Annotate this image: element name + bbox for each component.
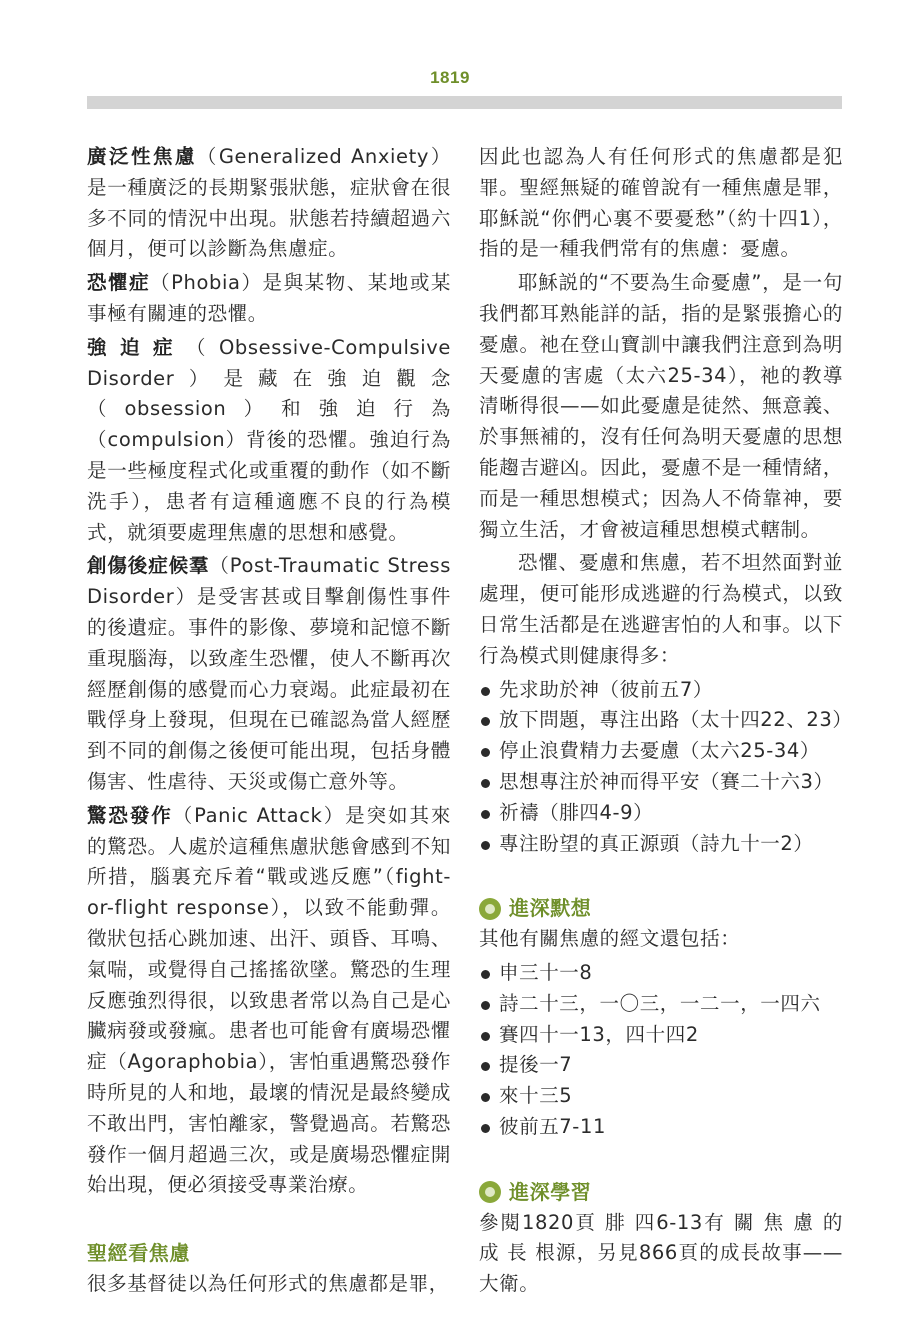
healthy-patterns-list	[479, 675, 853, 860]
list-item: 賽四十一13，四十四2	[479, 1020, 843, 1051]
bullet-icon	[481, 841, 490, 850]
term: 廣泛性焦慮	[87, 145, 197, 168]
term: 創傷後症候羣	[87, 554, 210, 578]
definition: （Phobia）是與某物、某地或某事極有關連的恐懼。	[87, 271, 451, 325]
header-bar	[87, 96, 842, 109]
definition: （Post-Traumatic Stress Disorder）是受害甚或目擊創傷性事件的後遺症。事件的影像、夢境和記憶不斷重現腦海，以致產生恐懼，使人不斷再次經歷創傷的感覺而心力衰竭。此症最初在戰俘身上發現，但現在已確認為當人經歷到不同的創傷之後便可能出現，包括身體傷害、性虐待、天災或傷亡意外等。	[87, 554, 451, 793]
list-item: 提後一7	[479, 1050, 843, 1081]
term: 驚恐發作	[87, 803, 173, 827]
term: 強迫症	[87, 335, 186, 359]
bullet-icon	[481, 970, 490, 979]
paragraph-phobia	[87, 268, 451, 330]
definition: （Panic Attack）是突如其來的驚恐。人處於這種焦慮狀態會感到不知所措，腦裏充斥着“戰或逃反應”（fight-or-flight response），以致不能動彈。徵狀包括心跳加速、出汗、頭昏、耳鳴、氣喘，或覺得自己搖搖欲墜。驚恐的生理反應強烈得很，以致患者常以為自己是心臟病發或發瘋。患者也可能會有廣場恐懼症（Agoraphobia），害怕重遇驚恐發作時所見的人和地，最壞的情況是最終變成不敢出門，害怕離家，警覺過高。若驚恐發作一個月超過三次，或是廣場恐懼症開始出現，便必須接受專業治療。	[87, 803, 451, 1197]
meditation-list	[479, 958, 843, 1143]
bullet-icon	[481, 717, 490, 726]
bullet-icon	[481, 1093, 490, 1102]
circle-target-icon	[479, 898, 501, 920]
list-item: 停止浪費精力去憂慮（太六25-34）	[479, 736, 843, 767]
bullet-icon	[481, 1124, 490, 1133]
paragraph-ocd	[87, 333, 451, 549]
paragraph-continuation: 因此也認為人有任何形式的焦慮都是犯罪。聖經無疑的確曾說有一種焦慮是罪，耶穌説“你們心裏不要憂愁”（約十四1），指的是一種我們常有的焦慮：憂慮。	[479, 145, 843, 261]
bullet-icon	[481, 687, 490, 696]
definition: （Obsessive-Compulsive Disorder）是藏在強迫觀念（obsession）和強迫行為（compulsion）背後的恐懼。強迫行為是一些極度程式化或重覆的動作（如不斷洗手），患者有這種適應不良的行為模式，就須要處理焦慮的思想和感覺。	[87, 335, 451, 544]
bullet-icon	[481, 779, 490, 788]
bullet-icon	[481, 1001, 490, 1010]
list-item: 詩二十三，一〇三，一二一，一四六	[479, 989, 843, 1020]
list-item: 申三十一8	[479, 958, 843, 989]
bullet-icon	[481, 1062, 490, 1071]
paragraph-panic-attack	[87, 801, 451, 1201]
page-number: 1819	[430, 68, 470, 87]
list-item: 彼前五7-11	[479, 1112, 843, 1143]
list-item: 祈禱（腓四4-9）	[479, 798, 843, 829]
paragraph-generalized-anxiety	[87, 142, 451, 265]
bullet-icon	[481, 810, 490, 819]
list-item: 專注盼望的真正源頭（詩九十一2）	[479, 829, 843, 860]
list-item: 思想專注於神而得平安（賽二十六3）	[479, 767, 843, 798]
section-text: 很多基督徒以為任何形式的焦慮都是罪，	[87, 1271, 449, 1295]
study-text: 參閱1820頁 腓 四6-13有 關 焦 慮 的 成 長 根源，另見866頁的成長故事——大衛。	[479, 1210, 843, 1296]
paragraph-avoidance: 恐懼、憂慮和焦慮，若不坦然面對並處理，便可能形成逃避的行為模式，以致日常生活都是在逃避害怕的人和事。以下行為模式則健康得多：	[479, 551, 843, 667]
right-column	[479, 142, 853, 1303]
list-item: 放下問題，專注出路（太十四22、23）	[479, 705, 843, 736]
circle-target-icon	[479, 1181, 501, 1203]
term: 恐懼症	[87, 271, 151, 295]
list-item: 來十三5	[479, 1081, 843, 1112]
meditation-intro: 其他有關焦慮的經文還包括：	[479, 927, 741, 951]
section-heading-meditation: 進深默想	[479, 893, 843, 924]
bullet-icon	[481, 748, 490, 757]
paragraph-worry: 耶穌説的“不要為生命憂慮”，是一句我們都耳熟能詳的話，指的是緊張擔心的憂慮。祂在登山寶訓中讓我們注意到為明天憂慮的害處（太六25-34），祂的教導清晰得很——如此憂慮是徒然、無意義、於事無補的，沒有任何為明天憂慮的思想能趨吉避凶。因此，憂慮不是一種情緒，而是一種思想模式；因為人不倚靠神，要獨立生活，才會被這種思想模式轄制。	[479, 271, 843, 541]
definition: （Generalized Anxiety）是一種廣泛的長期緊張狀態，症狀會在很多不同的情況中出現。狀態若持續超過六個月，便可以診斷為焦慮症。	[87, 145, 451, 261]
section-heading-bible-view: 聖經看焦慮	[87, 1241, 190, 1266]
left-column	[87, 142, 451, 1303]
paragraph-ptsd	[87, 551, 451, 797]
list-item: 先求助於神（彼前五7）	[479, 675, 843, 706]
bullet-icon	[481, 1032, 490, 1041]
section-heading-study: 進深學習	[479, 1177, 843, 1208]
